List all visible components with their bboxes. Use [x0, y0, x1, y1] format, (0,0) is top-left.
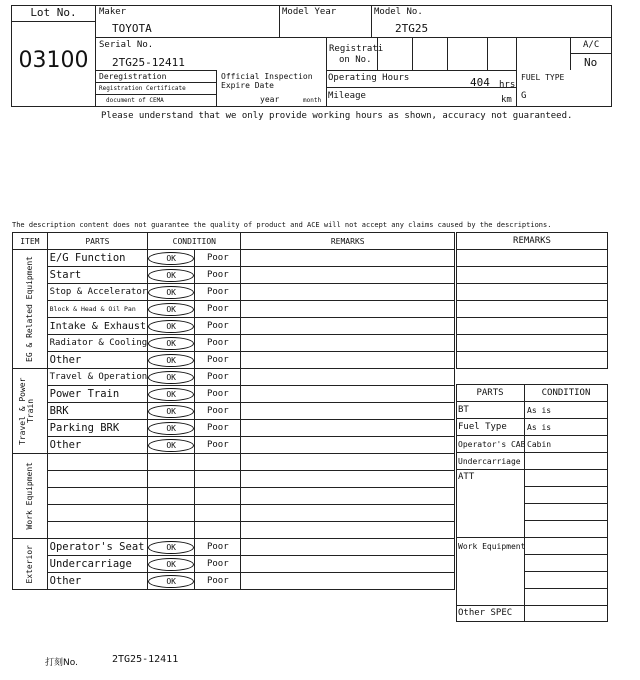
remarks-cell: [241, 471, 455, 488]
part-cell: [47, 454, 148, 471]
year-label: year: [260, 95, 280, 104]
part-cell: [47, 488, 148, 505]
remarks-cell: [241, 420, 455, 437]
ok-option[interactable]: OK: [148, 286, 194, 299]
divider: [524, 503, 608, 504]
table-row: [13, 403, 455, 420]
part-label: Other: [47, 573, 148, 590]
divider: [524, 571, 608, 572]
spec-work-equipment-label: Work Equipment: [458, 542, 526, 551]
divider: [456, 452, 608, 453]
spec-condition-fuel: As is: [527, 423, 552, 432]
table-row: [13, 301, 455, 318]
registration-label-2: on No.: [339, 55, 372, 65]
part-cell: [47, 471, 148, 488]
ok-option[interactable]: OK: [148, 388, 194, 401]
divider: [456, 401, 608, 402]
ok-option[interactable]: OK: [148, 320, 194, 333]
hours-note: Please understand that we only provide working hours as shown, accuracy not guaranteed.: [101, 111, 573, 121]
part-label: Block & Head & Oil Pan: [47, 301, 148, 318]
part-label: Stop & Accelerator: [47, 284, 148, 301]
part-cell: [47, 522, 148, 539]
remarks-cell: [457, 301, 608, 318]
poor-option[interactable]: Poor: [195, 556, 241, 573]
divider: [96, 94, 216, 95]
poor-option[interactable]: Poor: [195, 352, 241, 369]
part-label: Intake & Exhaust: [47, 318, 148, 335]
remarks-cell: [241, 352, 455, 369]
ok-option[interactable]: OK: [148, 252, 194, 265]
table-row: [13, 369, 455, 386]
divider: [570, 53, 612, 54]
table-row: [13, 437, 455, 454]
spec-part-cab: Operator's CAB: [458, 440, 526, 449]
ok-option[interactable]: OK: [148, 303, 194, 316]
ac-label: A/C: [583, 40, 600, 50]
table-row: [13, 335, 455, 352]
ok-option[interactable]: OK: [148, 422, 194, 435]
operating-hours-label: Operating Hours: [328, 73, 410, 83]
table-row: [13, 284, 455, 301]
group-exterior: [13, 539, 48, 590]
table-row: [13, 250, 455, 267]
table-row: [13, 573, 455, 590]
divider: [216, 70, 217, 107]
remarks-cell: [241, 267, 455, 284]
group-travel-label: Travel & Power Train: [17, 377, 35, 445]
poor-option[interactable]: Poor: [195, 403, 241, 420]
stamp-value: 2TG25-12411: [112, 654, 179, 665]
right-remarks-table: [456, 232, 608, 369]
spec-part-fuel: Fuel Type: [458, 422, 507, 432]
poor-option[interactable]: Poor: [195, 437, 241, 454]
remarks-cell: [241, 284, 455, 301]
divider: [516, 37, 517, 107]
group-exterior-label: Exterior: [25, 544, 35, 584]
ok-option[interactable]: OK: [148, 354, 194, 367]
ok-option[interactable]: OK: [148, 575, 194, 588]
registration-label: Registrati: [329, 44, 384, 54]
remarks-cell: [241, 318, 455, 335]
poor-option[interactable]: Poor: [195, 335, 241, 352]
divider: [524, 486, 608, 487]
divider: [96, 70, 216, 71]
remarks-cell: [241, 386, 455, 403]
poor-option[interactable]: Poor: [195, 420, 241, 437]
remarks-cell: [241, 556, 455, 573]
table-row: [13, 471, 455, 488]
fuel-type-value: G: [521, 91, 527, 101]
remarks-cell: [457, 250, 608, 267]
group-travel: [13, 369, 48, 454]
remarks-cell: [241, 505, 455, 522]
part-label: E/G Function: [47, 250, 148, 267]
lot-value: 03100: [18, 48, 89, 73]
remarks-cell: [241, 301, 455, 318]
table-row: [13, 488, 455, 505]
table-row: [13, 318, 455, 335]
month-label: month: [303, 97, 322, 104]
divider: [326, 37, 327, 107]
divider: [371, 5, 372, 37]
divider: [487, 37, 488, 70]
part-label: Other: [47, 437, 148, 454]
serial-label: Serial No.: [99, 40, 154, 50]
remarks-cell: [241, 437, 455, 454]
table-row: [13, 386, 455, 403]
group-eg-label: EG & Related Equipment: [25, 256, 35, 362]
divider: [524, 588, 608, 589]
disclaimer: The description content does not guarantee the quality of product and ACE will not accept any claims caused by the descriptions.: [12, 221, 552, 229]
fuel-type-label: FUEL TYPE: [521, 73, 565, 82]
spec-undercarriage-label: Undercarriage: [458, 457, 521, 466]
remarks-cell: [241, 369, 455, 386]
part-label: Start: [47, 267, 148, 284]
model-no-value: 2TG25: [395, 22, 429, 35]
table-header-row: [13, 233, 455, 250]
poor-option[interactable]: Poor: [195, 318, 241, 335]
part-label: Undercarriage: [47, 556, 148, 573]
divider: [447, 37, 448, 70]
remarks-cell: [457, 352, 608, 369]
part-label: Other: [47, 352, 148, 369]
spec-att-label: ATT: [458, 472, 475, 482]
spec-condition-header: CONDITION: [541, 388, 591, 398]
remarks-cell: [241, 250, 455, 267]
col-condition-header: CONDITION: [148, 233, 241, 250]
divider: [456, 418, 608, 419]
maker-label: Maker: [99, 7, 127, 17]
spec-parts-header: PARTS: [476, 388, 504, 398]
remarks-cell: [457, 267, 608, 284]
divider: [279, 5, 280, 37]
table-row: [13, 454, 455, 471]
cema-label: document of CEMA: [106, 97, 164, 104]
col-item-header: ITEM: [13, 233, 48, 250]
col-remarks-header: REMARKS: [241, 233, 455, 250]
serial-value: 2TG25-12411: [112, 56, 185, 69]
mileage-label: Mileage: [328, 91, 366, 101]
operating-hours-value: 404: [470, 76, 490, 89]
remarks-cell: [241, 335, 455, 352]
km-unit: km: [501, 95, 512, 105]
part-label: Radiator & Cooling: [47, 335, 148, 352]
col-parts-header: PARTS: [47, 233, 148, 250]
table-row: [13, 267, 455, 284]
divider: [456, 435, 608, 436]
reg-cert-label: Registration Certificate: [99, 85, 186, 92]
part-label: Parking BRK: [47, 420, 148, 437]
table-row: [13, 420, 455, 437]
remarks-cell: [457, 284, 608, 301]
ok-option[interactable]: OK: [148, 337, 194, 350]
table-row: [13, 352, 455, 369]
table-row: [13, 556, 455, 573]
divider: [412, 37, 413, 70]
part-label: Travel & Operation: [47, 369, 148, 386]
ok-option[interactable]: OK: [148, 439, 194, 452]
hrs-unit: hrs: [499, 80, 516, 90]
part-label: Operator's Seat: [47, 539, 148, 556]
inspection-label-2: Expire Date: [221, 81, 274, 90]
remarks-cell: [241, 488, 455, 505]
remarks-cell: [241, 454, 455, 471]
poor-option[interactable]: Poor: [195, 573, 241, 590]
ac-value: No: [584, 56, 598, 69]
spec-condition-cab: Cabin: [527, 440, 552, 449]
model-year-label: Model Year: [282, 7, 337, 17]
spec-other-spec-label: Other SPEC: [458, 608, 513, 618]
divider: [456, 605, 608, 606]
poor-option[interactable]: Poor: [195, 386, 241, 403]
divider: [96, 82, 216, 83]
remarks-cell: [457, 335, 608, 352]
poor-option[interactable]: Poor: [195, 539, 241, 556]
remarks-cell: [241, 573, 455, 590]
poor-option[interactable]: Poor: [195, 284, 241, 301]
poor-option[interactable]: Poor: [195, 301, 241, 318]
ok-option[interactable]: OK: [148, 558, 194, 571]
lot-label: Lot No.: [30, 6, 77, 19]
remarks-cell: [241, 403, 455, 420]
table-row: [13, 522, 455, 539]
group-eg: [13, 250, 48, 369]
divider: [456, 537, 608, 538]
poor-option[interactable]: Poor: [195, 250, 241, 267]
spec-condition-bt: As is: [527, 406, 552, 415]
stamp-label: 打刻No.: [45, 658, 78, 668]
table-row: [13, 505, 455, 522]
spec-part-bt: BT: [458, 405, 469, 415]
poor-option[interactable]: Poor: [195, 267, 241, 284]
group-work-label: Work Equipment: [25, 462, 35, 530]
divider: [524, 520, 608, 521]
part-label: Power Train: [47, 386, 148, 403]
ok-option[interactable]: OK: [148, 371, 194, 384]
remarks-cell: [457, 318, 608, 335]
poor-option[interactable]: Poor: [195, 369, 241, 386]
divider: [456, 469, 524, 470]
table-row: [13, 539, 455, 556]
ok-option[interactable]: OK: [148, 541, 194, 554]
group-work: [13, 454, 48, 539]
maker-value: TOYOTA: [112, 22, 152, 35]
divider: [326, 70, 516, 71]
model-no-label: Model No.: [374, 7, 423, 17]
ok-option[interactable]: OK: [148, 405, 194, 418]
part-label: BRK: [47, 403, 148, 420]
condition-table: [12, 232, 455, 590]
deregistration-label: Deregistration: [99, 72, 167, 81]
part-cell: [47, 505, 148, 522]
divider: [524, 554, 608, 555]
ok-option[interactable]: OK: [148, 269, 194, 282]
remarks-cell: [241, 539, 455, 556]
right-remarks-header: REMARKS: [457, 233, 608, 250]
divider: [96, 37, 612, 38]
divider: [524, 469, 608, 470]
remarks-cell: [241, 522, 455, 539]
inspection-label: Official Inspection: [221, 72, 313, 81]
